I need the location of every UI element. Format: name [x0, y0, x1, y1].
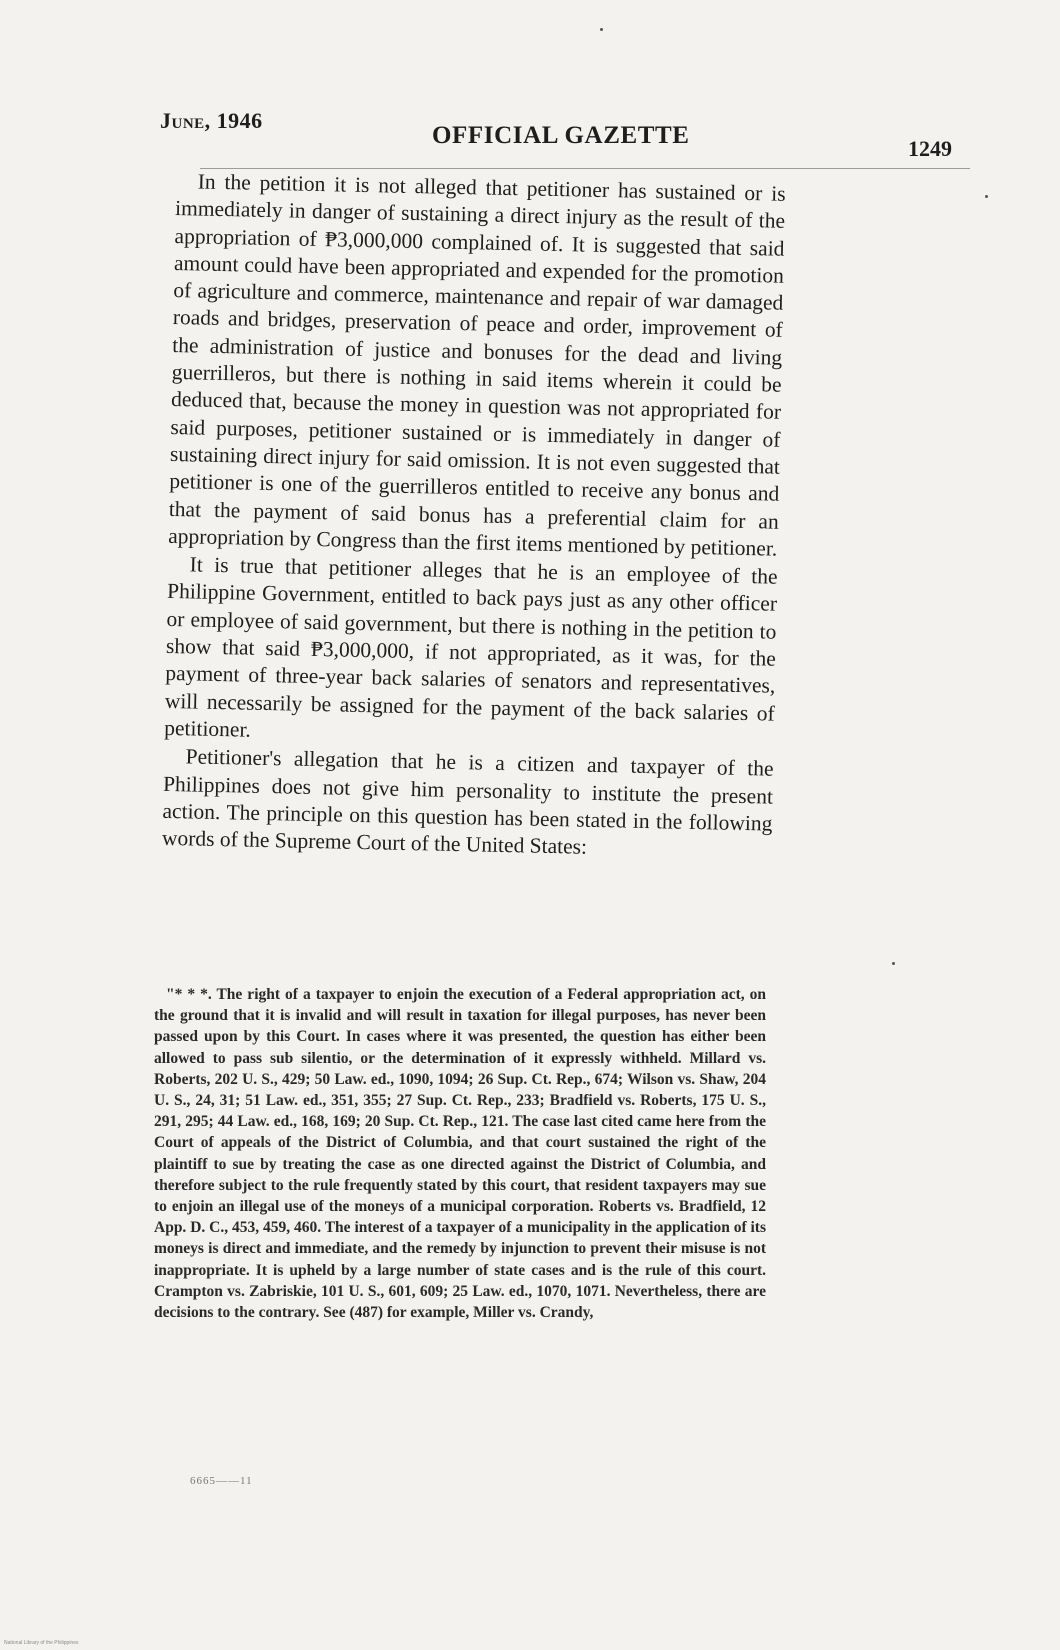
main-text — [162, 168, 786, 865]
scan-speck — [985, 195, 988, 198]
page-number: 1249 — [908, 136, 952, 161]
scan-speck — [600, 28, 603, 31]
scan-speck — [892, 962, 895, 965]
paragraph-2: It is true that petitioner alleges that he is an employee of the Philippine Government, entitled to back pays just as any other officer or employee of said government, but there is nothing in the petition to show that said ₱3,000,000, if not appropriated, as it was, for the payment of three-year back salaries of senators and representatives, will necessarily be assigned for the payment of the back salaries of petitioner. — [164, 552, 778, 742]
issue-date: June, 1946 — [160, 108, 263, 133]
page-header — [160, 108, 970, 161]
block-quote — [154, 984, 766, 1323]
publication-title: OFFICIAL GAZETTE — [432, 122, 690, 149]
print-signature: 6665——11 — [190, 1475, 253, 1487]
quote-text: "* * *. The right of a taxpayer to enjoin the execution of a Federal appropriation act, on the ground that it is invalid and will result in taxation for illegal purposes, has never been passed upon by this Court. In cases where it was presented, the question has either been allowed to pass sub silentio, or the determination of it expressly withheld. Millard vs. Roberts, 202 U. S., 429; 50 Law. ed., 1090, 1094; 26 Sup. Ct. Rep., 674; Wilson vs. Shaw, 204 U. S., 24, 31; 51 Law. ed., 351, 355; 27 Sup. Ct. Rep., 233; Bradfield vs. Roberts, 175 U. S., 291, 295; 44 Law. ed., 168, 169; 20 Sup. Ct. Rep., 121. The case last cited came here from the Court of appeals of the District of Columbia, and that court sustained the right of the plaintiff to sue by treating the case as one directed against the District of Columbia, and therefore subject to the rule frequently stated by this court, that resident taxpayers may sue to enjoin an illegal use of the moneys of a municipal corporation. Roberts vs. Bradfield, 12 App. D. C., 453, 459, 460. The interest of a taxpayer of a municipality in the application of its moneys is direct and immediate, and the remedy by injunction to prevent their misuse is not inappropriate. It is upheld by a large number of state cases and is the rule of this court. Crampton vs. Zabriskie, 101 U. S., 601, 609; 25 Law. ed., 1070, 1071. Nevertheless, there are decisions to the contrary. See (487) for example, Miller vs. Crandy, — [154, 986, 766, 1322]
header-rule — [200, 168, 970, 169]
paragraph-3: Petitioner's allegation that he is a citizen and taxpayer of the Philippines does not give him personality to institute the present action. The principle on this question has been stated in the following words of the Supreme Court of the United States: — [161, 744, 774, 859]
paragraph-1: In the petition it is not alleged that petitioner has sustained or is immediately in danger of sustaining a direct injury as the result of the appropriation of ₱3,000,000 complained of. It is suggested that said amount could have been appropriated and expended for the promotion of agriculture and commerce, maintenance and repair of war damaged roads and bridges, preservation of peace and order, improvement of the administration of justice and bonuses for the dead and living guerrilleros, but there is nothing in said items wherein it could be deduced that, because the money in question was not appropriated for said purposes, petitioner sustained or is immediately in danger of sustaining direct injury for said omission. It is not even suggested that petitioner is one of the guerrilleros entitled to receive any bonus and that the payment of said bonus has a preferential claim for an appropriation by Congress than the first items mentioned by petitioner. — [168, 169, 786, 561]
scan-credit: National Library of the Philippines — [4, 1640, 79, 1646]
